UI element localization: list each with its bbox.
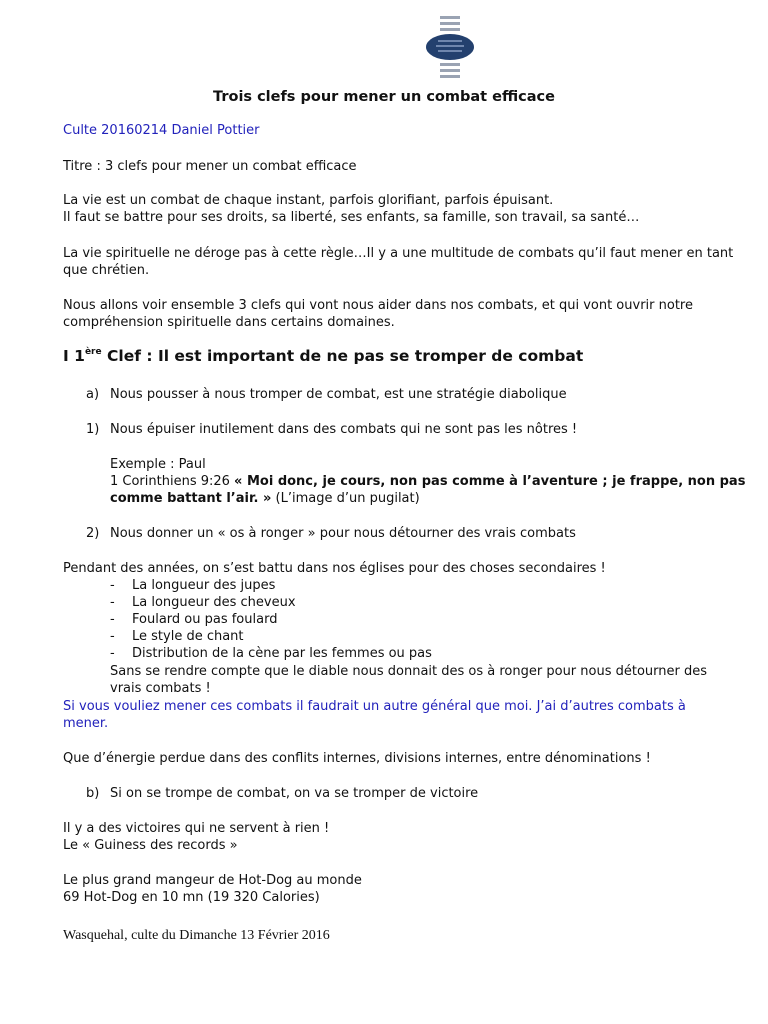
scripture-quote: comme battant l’air. » [110, 491, 272, 506]
paragraph-line: La vie spirituelle ne déroge pas à cette règle…Il y a une multitude de combats qu’il faut mener en tant [63, 246, 734, 261]
paragraph-line: Il y a des victoires qui ne servent à rien ! [63, 821, 330, 836]
quote-line: mener. [63, 716, 109, 731]
paragraph-line: La vie est un combat de chaque instant, parfois glorifiant, parfois épuisant. [63, 193, 554, 208]
bullet-text: Foulard ou pas foulard [132, 612, 278, 627]
section-heading [63, 348, 583, 365]
paragraph-line: Nous allons voir ensemble 3 clefs qui vont nous aider dans nos combats, et qui vont ouvrir notre [63, 298, 693, 313]
heading-text: Clef : Il est important de ne pas se tromper de combat [101, 347, 584, 365]
document-title: Trois clefs pour mener un combat efficace [213, 89, 555, 105]
bullet-item [110, 628, 244, 645]
list-marker: a) [86, 387, 100, 402]
bullet-item [110, 611, 277, 628]
paragraph-line: 69 Hot-Dog en 10 mn (19 320 Calories) [63, 890, 320, 905]
bullet-dash: - [110, 629, 115, 644]
bullet-text: La longueur des jupes [132, 578, 276, 593]
bullet-item [110, 594, 296, 611]
bullet-dash: - [110, 578, 115, 593]
list-item: Nous épuiser inutilement dans des combats qui ne sont pas les nôtres ! [110, 422, 578, 437]
heading-prefix: I 1 [63, 347, 85, 365]
list-item: Nous donner un « os à ronger » pour nous détourner des vrais combats [110, 526, 576, 541]
bullet-text: Le style de chant [132, 629, 244, 644]
titre-line: Titre : 3 clefs pour mener un combat efficace [63, 159, 357, 174]
scripture-note: (L’image d’un pugilat) [271, 491, 420, 506]
paragraph-line: que chrétien. [63, 263, 150, 278]
bullet-dash: - [110, 595, 115, 610]
paragraph-line: Le « Guiness des records » [63, 838, 238, 853]
scripture-reference: 1 Corinthiens 9:26 [110, 474, 235, 489]
culte-line: Culte 20160214 Daniel Pottier [63, 123, 260, 138]
list-marker: b) [86, 786, 100, 801]
bullet-text: Distribution de la cène par les femmes ou pas [132, 646, 432, 661]
list-marker: 2) [86, 526, 100, 541]
bullet-text: La longueur des cheveux [132, 595, 296, 610]
list-marker: 1) [86, 422, 100, 437]
scripture-line [110, 490, 420, 507]
list-item: Si on se trompe de combat, on va se tromper de victoire [110, 786, 479, 801]
bullet-dash: - [110, 612, 115, 627]
scripture-line [110, 473, 745, 490]
list-item: Nous pousser à nous tromper de combat, est une stratégie diabolique [110, 387, 567, 402]
bullet-item [110, 577, 275, 594]
scripture-quote: « Moi donc, je cours, non pas comme à l’aventure ; je frappe, non pas [234, 474, 746, 489]
paragraph-line: Sans se rendre compte que le diable nous donnait des os à ronger pour nous détourner des [110, 664, 708, 679]
paragraph-line: vrais combats ! [110, 681, 211, 696]
church-logo [425, 13, 475, 81]
paragraph-line: compréhension spirituelle dans certains domaines. [63, 315, 395, 330]
heading-superscript: ère [84, 346, 102, 357]
bullet-dash: - [110, 646, 115, 661]
paragraph-line: Le plus grand mangeur de Hot-Dog au monde [63, 873, 362, 888]
example-label: Exemple : Paul [110, 457, 206, 472]
page-footer: Wasquehal, culte du Dimanche 13 Février 2016 [63, 928, 330, 943]
quote-line: Si vous vouliez mener ces combats il faudrait un autre général que moi. J’ai d’autres combats à [63, 699, 686, 714]
paragraph-line: Que d’énergie perdue dans des conflits internes, divisions internes, entre dénominations ! [63, 751, 651, 766]
paragraph-line: Pendant des années, on s’est battu dans nos églises pour des choses secondaires ! [63, 561, 606, 576]
bullet-item [110, 645, 432, 662]
paragraph-line: Il faut se battre pour ses droits, sa liberté, ses enfants, sa famille, son travail, sa santé… [63, 210, 640, 225]
